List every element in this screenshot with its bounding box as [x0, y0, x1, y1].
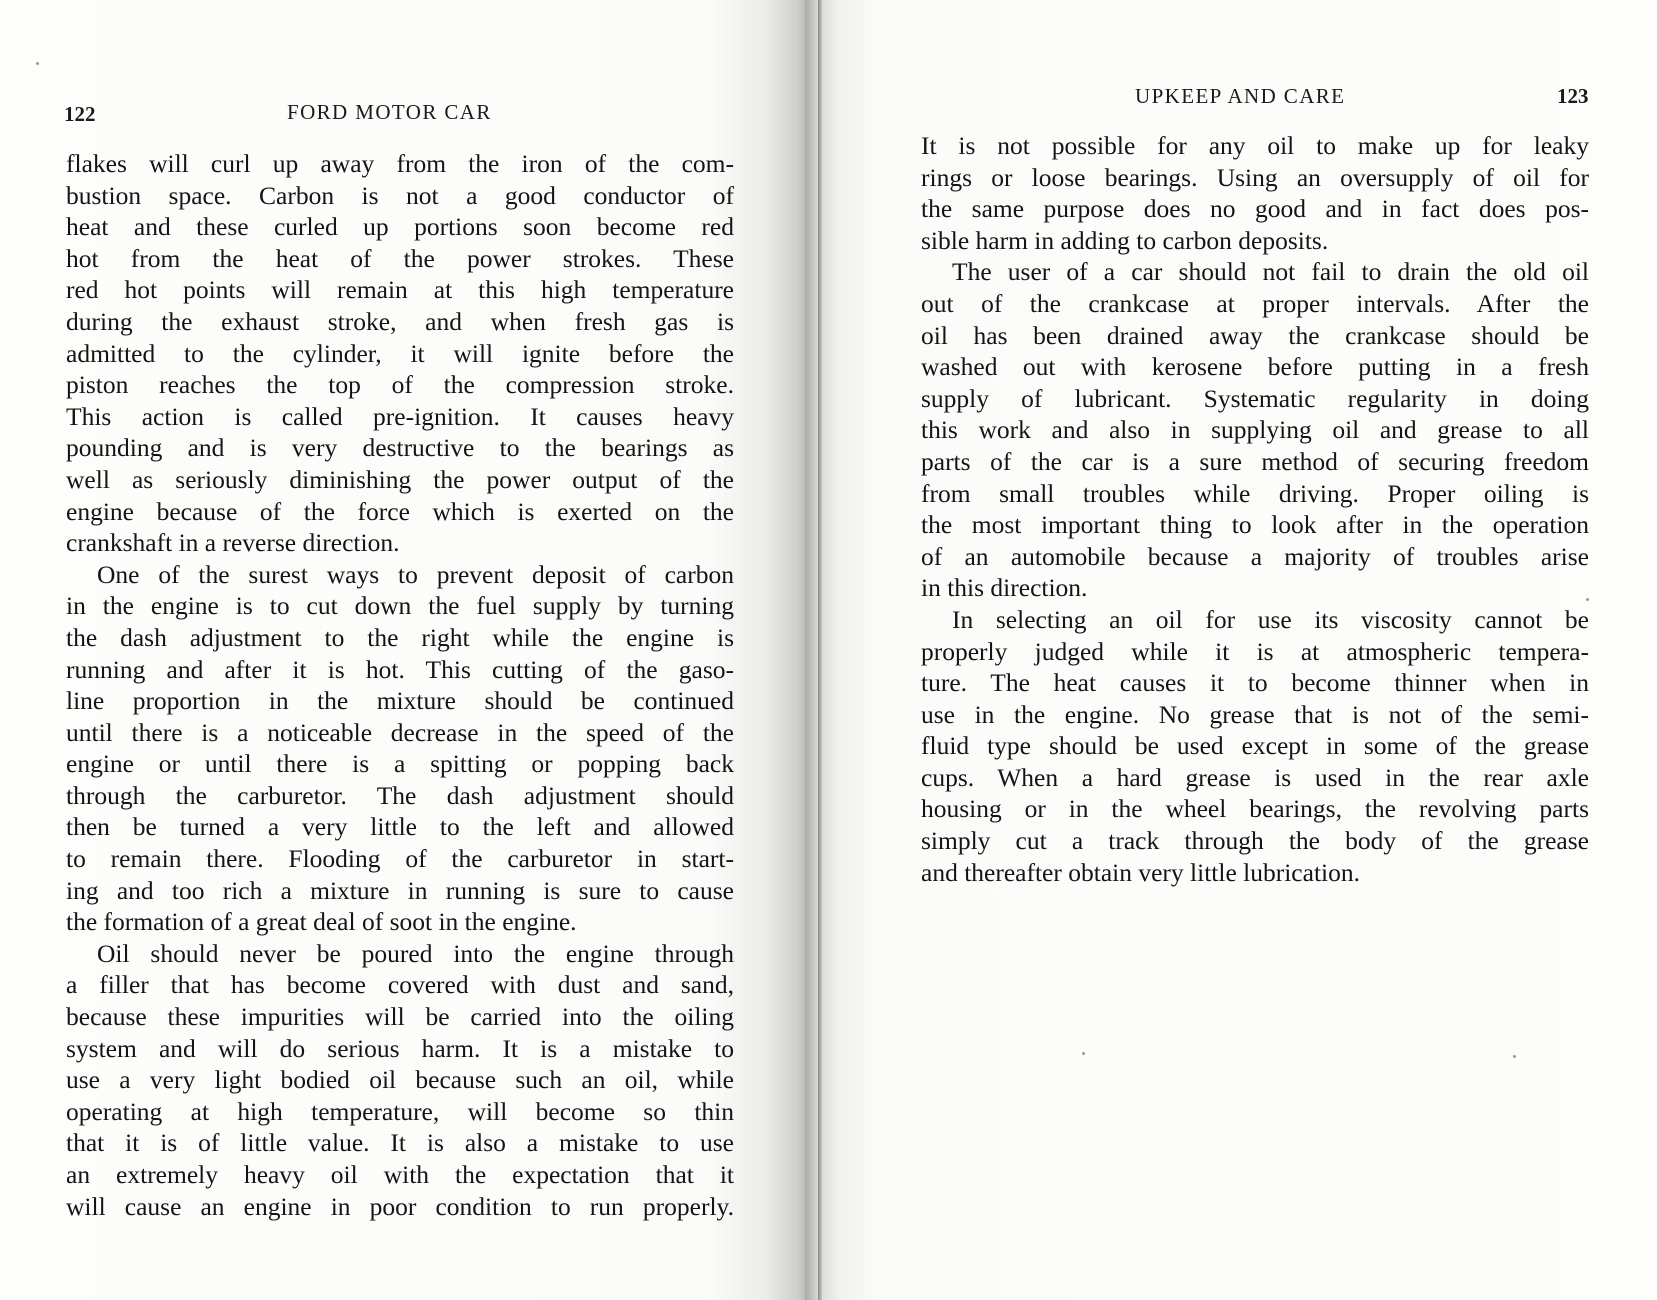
text-line: in this direction.	[921, 573, 1088, 603]
paper-speck	[36, 62, 39, 65]
text-line: ture. The heat causes it to become thinner when in	[921, 668, 1589, 698]
body-text-right	[921, 130, 1589, 888]
text-line: oil has been drained away the crankcase should be	[921, 320, 1589, 350]
text-line: In selecting an oil for use its viscosity cannot be	[952, 604, 1589, 634]
text-line: the dash adjustment to the right while the engine is	[66, 622, 734, 652]
text-line: out of the crankcase at proper intervals. After the	[921, 288, 1589, 318]
text-line: parts of the car is a sure method of securing freedom	[921, 446, 1589, 476]
text-line: ing and too rich a mixture in running is sure to cause	[66, 875, 734, 905]
text-line: the same purpose does no good and in fact does pos-	[921, 194, 1589, 224]
text-line: this work and also in supplying oil and grease to all	[921, 415, 1589, 445]
text-line: properly judged while it is at atmospheric tempera-	[921, 636, 1589, 666]
paper-speck	[1513, 1055, 1516, 1058]
text-line: heat and these curled up portions soon become red	[66, 212, 734, 242]
text-line: bustion space. Carbon is not a good conductor of	[66, 180, 734, 210]
text-line: flakes will curl up away from the iron of the com-	[66, 149, 734, 178]
text-line: in the engine is to cut down the fuel supply by turning	[66, 591, 734, 621]
text-line: sible harm in adding to carbon deposits.	[921, 225, 1329, 255]
text-line: Oil should never be poured into the engine through	[97, 938, 734, 968]
text-line: a filler that has become covered with dust and sand,	[66, 970, 734, 1000]
text-line: the formation of a great deal of soot in the engine.	[66, 907, 577, 937]
running-head-left: FORD MOTOR CAR	[287, 100, 492, 124]
text-line: the most important thing to look after in the operation	[921, 510, 1589, 540]
text-line: supply of lubricant. Systematic regularity in doing	[921, 383, 1589, 413]
text-line: to remain there. Flooding of the carburetor in start-	[66, 844, 734, 874]
text-line: from small troubles while driving. Proper oiling is	[921, 478, 1589, 508]
text-line: engine because of the force which is exerted on the	[66, 496, 734, 526]
text-line: admitted to the cylinder, it will ignite before the	[66, 338, 734, 368]
page-number-right: 123	[1557, 84, 1589, 108]
text-line: use in the engine. No grease that is not of the semi-	[921, 699, 1589, 729]
left-page	[0, 0, 805, 1300]
text-line: fluid type should be used except in some of the grease	[921, 731, 1589, 761]
text-line: line proportion in the mixture should be continued	[66, 686, 734, 716]
text-line: This action is called pre-ignition. It causes heavy	[66, 401, 734, 431]
text-line: of an automobile because a majority of troubles arise	[921, 541, 1589, 571]
text-line: housing or in the wheel bearings, the revolving parts	[921, 794, 1589, 824]
text-line: hot from the heat of the power strokes. These	[66, 243, 734, 273]
text-line: will cause an engine in poor condition to run properly.	[66, 1191, 734, 1221]
paper-speck	[1586, 598, 1589, 601]
text-line: One of the surest ways to prevent deposit of carbon	[97, 559, 734, 589]
body-text-left	[66, 148, 734, 1222]
text-line: red hot points will remain at this high temperature	[66, 275, 734, 305]
text-line: use a very light bodied oil because such an oil, while	[66, 1065, 734, 1095]
text-line: piston reaches the top of the compression stroke.	[66, 370, 734, 400]
text-line: until there is a noticeable decrease in the speed of the	[66, 717, 734, 747]
text-line: crankshaft in a reverse direction.	[66, 528, 400, 558]
text-line: running and after it is hot. This cutting of the gaso-	[66, 654, 734, 684]
text-line: and thereafter obtain very little lubrication.	[921, 857, 1360, 887]
text-line: well as seriously diminishing the power output of the	[66, 464, 734, 494]
running-head-right: UPKEEP AND CARE	[1135, 84, 1346, 108]
text-line: system and will do serious harm. It is a mistake to	[66, 1033, 734, 1063]
text-line: It is not possible for any oil to make up for leaky	[921, 131, 1589, 160]
paper-speck	[1082, 1052, 1085, 1055]
text-line: The user of a car should not fail to drain the old oil	[952, 257, 1589, 287]
page-number-left: 122	[64, 102, 96, 126]
text-line: during the exhaust stroke, and when fresh gas is	[66, 306, 734, 336]
text-line: through the carburetor. The dash adjustment should	[66, 780, 734, 810]
text-line: washed out with kerosene before putting in a fresh	[921, 352, 1589, 382]
text-line: pounding and is very destructive to the bearings as	[66, 433, 734, 463]
text-line: operating at high temperature, will become so thin	[66, 1096, 734, 1126]
text-line: then be turned a very little to the left and allowed	[66, 812, 734, 842]
book-gutter	[818, 0, 822, 1300]
text-line: cups. When a hard grease is used in the rear axle	[921, 762, 1589, 792]
text-line: because these impurities will be carried into the oiling	[66, 1002, 734, 1032]
text-line: an extremely heavy oil with the expectation that it	[66, 1160, 734, 1189]
text-line: rings or loose bearings. Using an oversupply of oil for	[921, 162, 1589, 192]
text-line: engine or until there is a spitting or popping back	[66, 749, 734, 779]
text-line: simply cut a track through the body of the grease	[921, 826, 1589, 856]
text-line: that it is of little value. It is also a mistake to use	[66, 1128, 734, 1158]
